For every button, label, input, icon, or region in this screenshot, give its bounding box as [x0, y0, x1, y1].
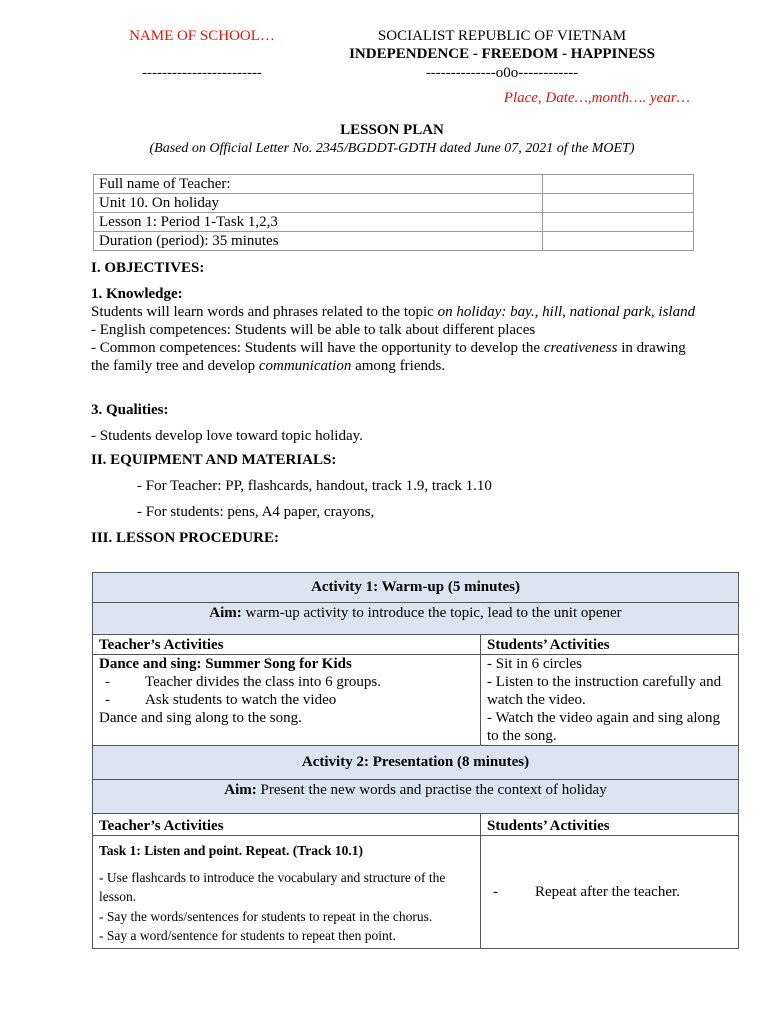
- national-motto: INDEPENDENCE - FREEDOM - HAPPINESS: [349, 46, 655, 62]
- republic-divider: --------------o0o------------: [425, 65, 579, 81]
- equipment-heading: II. EQUIPMENT AND MATERIALS:: [91, 452, 337, 468]
- republic-name: SOCIALIST REPUBLIC OF VIETNAM: [377, 28, 627, 44]
- knowledge-intro: Students will learn words and phrases related to the topic: [91, 304, 438, 320]
- activity2-student-item: [487, 883, 732, 901]
- info-blank-cell: [543, 232, 694, 251]
- teacher-activities-head: Teacher’s Activities: [93, 635, 481, 655]
- knowledge-text: [91, 303, 701, 375]
- activity1-teacher-end: Dance and sing along to the song.: [99, 710, 302, 726]
- info-row: [94, 232, 694, 251]
- info-row: [94, 194, 694, 213]
- activity1-aim: [93, 603, 739, 635]
- common-competences-d: communication: [258, 358, 352, 374]
- activity2-content-row: [93, 836, 739, 949]
- objectives-heading: I. OBJECTIVES:: [91, 260, 205, 276]
- activity2-teacher-item: - Say a word/sentence for students to repeat then point.: [99, 928, 396, 943]
- equipment-teacher: - For Teacher: PP, flashcards, handout, track 1.9, track 1.10: [137, 478, 492, 494]
- procedure-heading: III. LESSON PROCEDURE:: [91, 530, 279, 546]
- school-divider: ------------------------: [142, 65, 262, 81]
- info-blank-cell: [543, 213, 694, 232]
- students-activities-head: Students’ Activities: [481, 635, 739, 655]
- knowledge-heading: 1. Knowledge:: [91, 286, 183, 302]
- aim-label: Aim:: [224, 782, 257, 798]
- info-cell: Duration (period): 35 minutes: [94, 232, 543, 251]
- teacher-activities-head: Teacher’s Activities: [93, 814, 481, 836]
- info-row: [94, 175, 694, 194]
- activity1-students-cell: [481, 655, 739, 746]
- activity1-title: Activity 1: Warm-up (5 minutes): [93, 573, 739, 603]
- aim-text: warm-up activity to introduce the topic, lead to the unit opener: [241, 605, 622, 621]
- school-name: NAME OF SCHOOL…: [129, 28, 275, 44]
- activity1-content-row: [93, 655, 739, 746]
- activity2-students-cell: [481, 836, 739, 949]
- lesson-info-table: [93, 174, 694, 251]
- common-competences-a: - Common competences: Students will have the opportunity to develop the: [91, 340, 544, 356]
- activity1-aim-row: [93, 603, 739, 635]
- qualities-heading: 3. Qualities:: [91, 402, 169, 418]
- info-blank-cell: [543, 194, 694, 213]
- activity1-student-item: - Watch the video again and sing along to the song.: [487, 710, 721, 744]
- activity2-teacher-item: - Say the words/sentences for students to repeat in the chorus.: [99, 908, 433, 924]
- aim-text: Present the new words and practise the context of holiday: [256, 782, 607, 798]
- students-activities-head: Students’ Activities: [481, 814, 739, 836]
- activity1-header-row: [93, 635, 739, 655]
- activity2-task-title: Task 1: Listen and point. Repeat. (Track 10.1): [99, 843, 364, 858]
- aim-label: Aim:: [209, 605, 242, 621]
- activity-table: [92, 572, 739, 949]
- document-title: LESSON PLAN: [340, 122, 444, 138]
- activity2-student-text: Repeat after the teacher.: [535, 883, 680, 900]
- info-cell: Lesson 1: Period 1-Task 1,2,3: [94, 213, 543, 232]
- activity1-title-row: [93, 573, 739, 603]
- qualities-text: - Students develop love toward topic holiday.: [91, 428, 363, 444]
- activity2-title: Activity 2: Presentation (8 minutes): [93, 746, 739, 780]
- place-date: Place, Date…,month…. year…: [503, 90, 690, 106]
- activity2-title-row: [93, 746, 739, 780]
- activity1-teacher-cell: [93, 655, 481, 746]
- activity2-teacher-cell: [93, 836, 481, 949]
- activity2-aim-row: [93, 780, 739, 814]
- activity1-teacher-item: - Ask students to watch the video: [99, 691, 474, 709]
- activity2-teacher-item: - Use flashcards to introduce the vocabulary and structure of the lesson.: [99, 869, 446, 904]
- legal-basis: (Based on Official Letter No. 2345/BGDDT-GDTH dated June 07, 2021 of the MOET): [149, 141, 635, 156]
- common-competences-e: among friends.: [351, 358, 446, 374]
- info-row: [94, 213, 694, 232]
- activity1-student-item: - Listen to the instruction carefully and watch the video.: [487, 674, 722, 708]
- activity1-student-item: - Sit in 6 circles: [487, 656, 582, 672]
- knowledge-topic: on holiday: bay., hill, national park, island: [437, 304, 696, 320]
- common-competences-b: creativeness: [543, 340, 618, 356]
- activity1-teacher-item: - Teacher divides the class into 6 groups.: [99, 673, 474, 691]
- activity1-teacher-title: Dance and sing: Summer Song for Kids: [99, 656, 352, 672]
- info-blank-cell: [543, 175, 694, 194]
- activity2-header-row: [93, 814, 739, 836]
- equipment-students: - For students: pens, A4 paper, crayons,: [137, 504, 375, 520]
- english-competences: - English competences: Students will be able to talk about different places: [91, 322, 536, 338]
- info-cell: Unit 10. On holiday: [94, 194, 543, 213]
- info-cell: Full name of Teacher:: [94, 175, 543, 194]
- activity2-aim: [93, 780, 739, 814]
- common-competences-c: in drawing the family tree and develop: [91, 340, 686, 374]
